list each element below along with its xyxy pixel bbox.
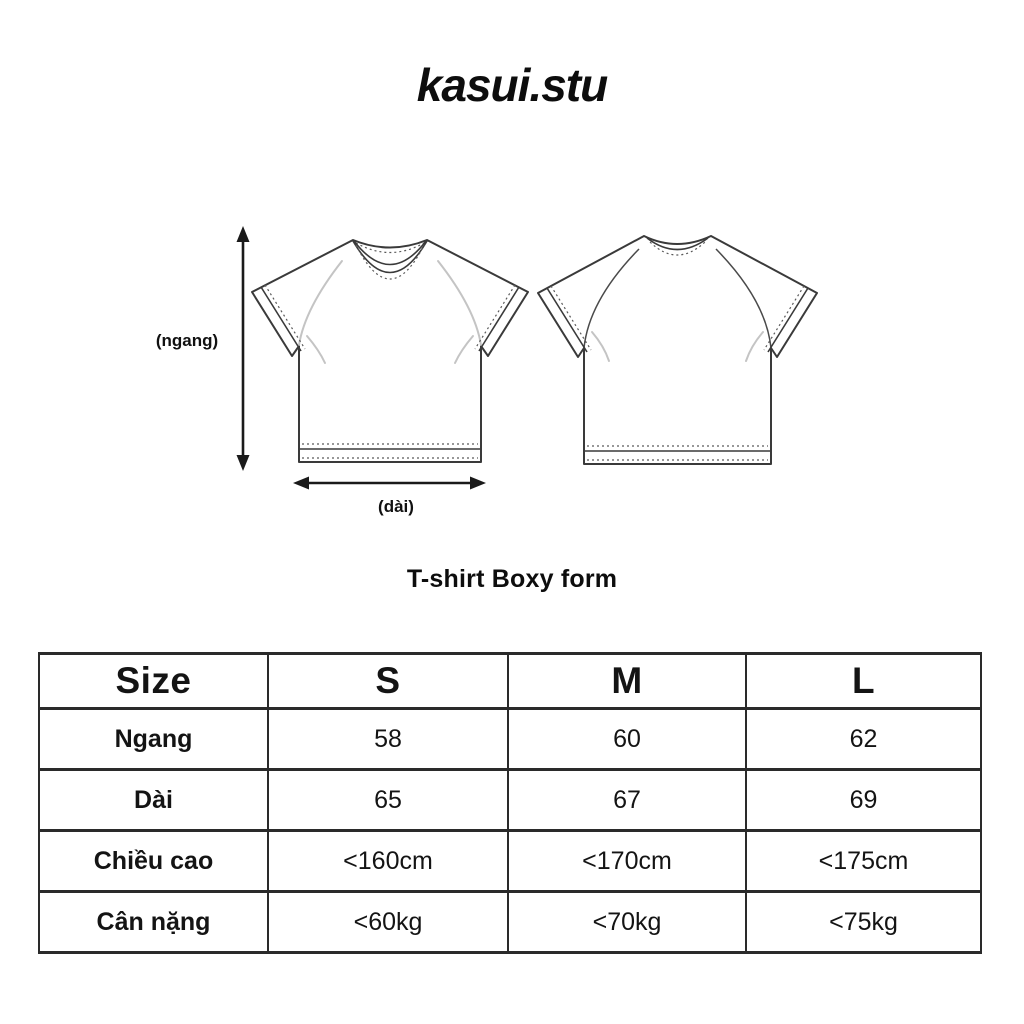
cell-can-nang-s: <60kg — [268, 892, 508, 953]
cell-ngang-s: 58 — [268, 709, 508, 770]
brand-logo: kasui.stu — [416, 59, 608, 111]
cell-dai-m: 67 — [508, 770, 746, 831]
cell-can-nang-m: <70kg — [508, 892, 746, 953]
cell-chieu-cao-m: <170cm — [508, 831, 746, 892]
cell-ngang-m: 60 — [508, 709, 746, 770]
size-table-row-can-nang — [39, 892, 981, 953]
tshirt-back-drawing — [538, 236, 817, 464]
horizontal-dimension-label: (dài) — [378, 497, 414, 516]
tshirt-front-drawing — [252, 240, 528, 462]
vertical-dimension-arrow — [237, 226, 250, 471]
cell-chieu-cao-l: <175cm — [746, 831, 981, 892]
horizontal-dimension-arrow — [293, 477, 486, 490]
size-table-row-dai — [39, 770, 981, 831]
size-table-header-l: L — [746, 654, 981, 709]
cell-dai-s: 65 — [268, 770, 508, 831]
size-table-header-row — [39, 654, 981, 709]
size-table-row-chieu-cao — [39, 831, 981, 892]
row-label-ngang: Ngang — [39, 709, 268, 770]
row-label-chieu-cao: Chiều cao — [39, 831, 268, 892]
size-table-header-s: S — [268, 654, 508, 709]
cell-chieu-cao-s: <160cm — [268, 831, 508, 892]
size-table — [38, 652, 982, 954]
row-label-dai: Dài — [39, 770, 268, 831]
product-caption: T-shirt Boxy form — [406, 565, 618, 593]
size-table-header-m: M — [508, 654, 746, 709]
row-label-can-nang: Cân nặng — [39, 892, 268, 953]
cell-ngang-l: 62 — [746, 709, 981, 770]
cell-can-nang-l: <75kg — [746, 892, 981, 953]
size-table-row-ngang — [39, 709, 981, 770]
size-table-header-size: Size — [39, 654, 268, 709]
vertical-dimension-label: (ngang) — [155, 331, 219, 350]
cell-dai-l: 69 — [746, 770, 981, 831]
